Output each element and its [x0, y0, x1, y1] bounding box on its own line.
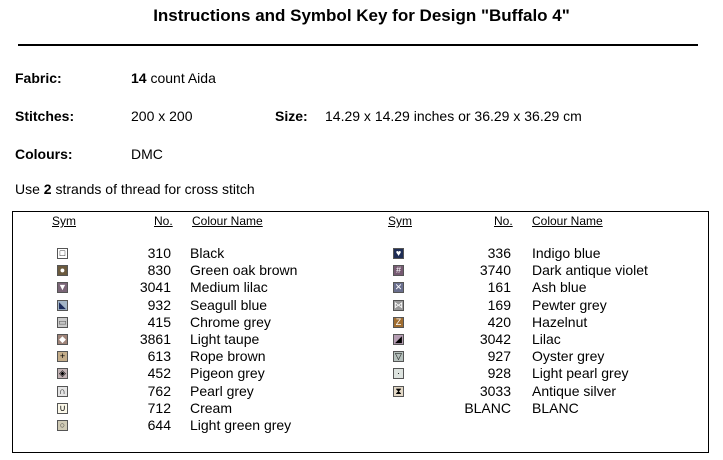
dmc-number: 928: [487, 365, 511, 382]
outline-down-triangle-icon: ▽: [393, 351, 404, 362]
colour-name: Green oak brown: [190, 262, 298, 279]
dmc-number: 3042: [479, 330, 511, 347]
diamond-icon: ◆: [57, 334, 68, 345]
dmc-number: 3861: [139, 330, 171, 347]
colour-name: Lilac: [532, 330, 561, 347]
no-header-right: No.: [494, 214, 513, 228]
colour-name: Dark antique violet: [532, 262, 648, 279]
heart-icon: ♥: [393, 248, 404, 259]
colour-name: Medium lilac: [190, 279, 268, 296]
colour-name: Hazelnut: [532, 313, 588, 330]
colour-name: Light pearl grey: [532, 365, 629, 382]
dmc-number: 336: [487, 245, 511, 261]
dmc-number: 932: [147, 296, 171, 313]
hourglass-icon: ⧗: [393, 386, 404, 397]
colour-name: Pigeon grey: [190, 365, 265, 382]
dmc-number: 3033: [479, 382, 511, 399]
colour-name: Antique silver: [532, 382, 617, 399]
dmc-number: 927: [487, 348, 511, 365]
fabric-value: [131, 70, 216, 86]
dmc-number: BLANC: [464, 399, 511, 416]
bowtie-icon: ⋈: [394, 299, 403, 310]
colour-name: Pewter grey: [532, 296, 607, 313]
dmc-number: 3041: [139, 279, 171, 296]
fabric-type: count Aida: [146, 70, 216, 86]
colour-name: Seagull blue: [190, 296, 268, 313]
fabric-count: 14: [131, 70, 147, 86]
colour-name: Indigo blue: [532, 245, 601, 261]
dmc-number: 420: [487, 313, 511, 330]
colour-name: Black: [190, 245, 225, 261]
stitches-value: 200 x 200: [131, 108, 193, 124]
strand-count: 2: [43, 181, 52, 197]
small-diamond-icon: ◈: [57, 368, 68, 379]
cross-icon: ✕: [394, 282, 403, 293]
dmc-number: 762: [147, 382, 171, 399]
dmc-number: 415: [147, 313, 171, 330]
colour-name-header-right: Colour Name: [532, 214, 603, 228]
thread-instruction: [15, 181, 255, 197]
dmc-number: 3740: [479, 262, 511, 279]
dmc-number: 310: [147, 245, 171, 261]
circle-on-brown-icon: ●: [57, 265, 68, 276]
dot-icon: ·: [393, 368, 404, 379]
down-triangle-icon: ▼: [58, 282, 67, 293]
plus-icon: +: [57, 351, 68, 362]
arch-icon: ∩: [57, 386, 68, 397]
instruction-pre: Use: [15, 181, 44, 197]
grey-square-icon: ▭: [58, 316, 67, 327]
colour-name-header-left: Colour Name: [192, 214, 263, 228]
size-label: Size:: [275, 108, 308, 124]
colours-label: Colours:: [15, 146, 73, 162]
stitches-label: Stitches:: [15, 108, 75, 124]
dmc-number: 644: [147, 416, 171, 433]
dmc-number: 161: [487, 279, 511, 296]
colour-name: Pearl grey: [190, 382, 254, 399]
colour-name: Light taupe: [190, 330, 260, 347]
symbol-key-table: [12, 211, 709, 453]
cup-icon: ∪: [57, 403, 68, 414]
hollow-square-icon: □: [57, 248, 68, 259]
ring-icon: ○: [57, 420, 68, 431]
colour-name: Oyster grey: [532, 348, 605, 365]
slope-triangle-icon: ◢: [393, 334, 404, 345]
corner-triangle-icon: ◣: [57, 300, 68, 311]
dmc-number: 169: [487, 296, 511, 313]
dmc-number: 712: [147, 399, 171, 416]
instruction-post: strands of thread for cross stitch: [51, 181, 255, 197]
colour-name: Chrome grey: [190, 313, 271, 330]
no-header-left: No.: [154, 214, 173, 228]
colours-value: DMC: [131, 146, 163, 162]
title-divider: [18, 44, 698, 46]
colour-name: Rope brown: [190, 348, 266, 365]
fabric-label: Fabric:: [15, 70, 62, 86]
sym-header-left: Sym: [52, 214, 76, 228]
dmc-number: 613: [147, 348, 171, 365]
dmc-number: 830: [147, 262, 171, 279]
colour-name: BLANC: [532, 399, 579, 416]
colour-name: Cream: [190, 399, 233, 416]
size-value: 14.29 x 14.29 inches or 36.29 x 36.29 cm: [325, 108, 582, 124]
colour-name: Ash blue: [532, 279, 587, 296]
sym-header-right: Sym: [388, 214, 412, 228]
blank-icon: [393, 403, 404, 414]
hash-icon: #: [393, 265, 404, 276]
dmc-number: 452: [147, 365, 171, 382]
page-title: Instructions and Symbol Key for Design "Buffalo 4": [153, 6, 570, 25]
colour-name: Light green grey: [190, 416, 292, 433]
z-icon: Z: [393, 317, 404, 328]
